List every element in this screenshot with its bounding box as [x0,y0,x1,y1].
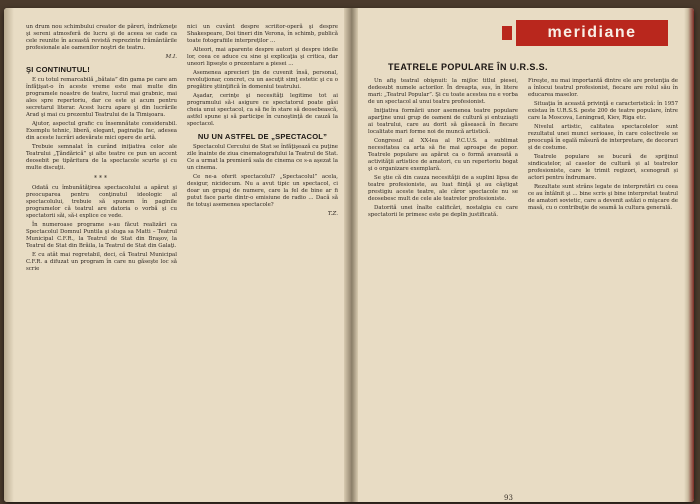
article-heading-spectacol: NU UN ASTFEL DE „SPECTACOL” [197,132,328,141]
paragraph: E cu atât mai regretabil, deci, că Teatrul Municipal C.F.R. a difuzat un program în care nu găseşte loc să scrie [26,252,177,272]
left-page-column-2 [187,24,338,275]
article-signature: T.Z. [327,211,338,217]
section-rubric-banner: meridiane [516,20,668,46]
paragraph: E cu totul remarcabilă „bătaia” din gama pe care am înfăţişat-o în aceste vreme este mai multe din programele noastre de teatre, lucrul mai grabnic, mai ales spre repertoriu, dar ce este şi acum pentru secretarul literar. Acest lucru apare şi din lucrările Arad şi mai cu prezentul Teatrului de la Timişoara. [26,77,177,118]
paragraph: Ce ne-a oferit spectacolul? „Spectacolul” acela, desigur, nicidecum. Nu a avut tipic un spectacol, ci doar un grupaj de numere, care la fel de bine ar fi putut face parte dintr-o emisiune de radio ... Dacă să fie totuşi asemenea spectacole? [187,174,338,208]
article-title: TEATRELE POPULARE ÎN U.R.S.S. [388,62,548,72]
paragraph: Odată cu îmbunătăţirea spectacolului a apărut şi preocuparea pentru conţinutul ideologic al spectacolului, trebuie să spunem în paginile programelor că teatrul are datoria o vorbă şi cu spectatorii săi, să-i explice ce vede. [26,185,177,219]
section-separator: *** [94,175,109,182]
paragraph: În numeroase programe s-au făcut realizări ca Spectacolul Domnul Puntila şi sluga sa Matti – Teatrul Municipal C.F.R., la Teatrul de Stat din Braşov, la Teatrul de Stat din Brăila, la Teatrul de Stat din Galaţi. [26,222,177,249]
paragraph: Spectacolul Cercului de Stat se înfăţişează cu puţine zile înainte de ziua cinematografului la Teatrul de Stat. Ce a urmat la premieră sala de cinema ce s-a aşezat la un cinema. [187,144,338,171]
left-page [26,24,338,275]
paragraph: Un afiş teatral obişnuit: la mijloc titlul piesei, dedesubt numele actorilor. În dreapta, sus, în litere mari: „Teatrul Popular”. Şi cu toate acestea nu e vorba de un spectacol al unui teatru profesionist. [368,78,518,105]
paragraph: Ajutor, aspectul grafic cu însemnătate considerabil. Exemplu tehnic, liberă, elegant, paginaţia fac, adesea din aceste lucrări adevărate mici opere de artă. [26,121,177,141]
book-spread [4,8,694,502]
paragraph: Trebuie semnalat în curând iniţiativa celor ale Teatrului „Ţăndărică” şi alte teatre ce pun un accent deosebit pe tipăritura de la spectacole scurte şi cu multe discuţii. [26,144,177,171]
left-page-column-1 [26,24,177,275]
paragraph: Datorită unei înalte calificări, nostalgia cu care spectatorii le primesc este pe deplin justificată. [368,205,518,218]
right-page [368,24,678,221]
paragraph: Rezultate sunt strâns legate de interpretări cu ceea ce au întâlnit şi ... bine scris şi bine interpretat teatrul de amatori sovietic, care a devenit astăzi o mişcare de masă, cu o contribuţie de seamă la cultura generală. [528,184,678,211]
book-spine [344,8,358,502]
right-page-column-1 [368,78,518,221]
paragraph: Teatrele populare se bucură de sprijinul sindicatelor, al caselor de cultură și al teatrelor profesioniste, care le trimit regizori, scenografi și actori pentru îndrumare. [528,154,678,181]
intro-paragraph: un drum nou schimbului creator de păreri, îndrăzneţe şi sereni atmosferă de lucru şi de aceea se cade ca cele reunite în această revistă reprezinte frământările profesionale ale oamenilor noştri de teatru. [26,24,177,51]
paragraph: Se ştie că din cauza necesităţii de a suplini lipsa de teatre profesioniste, au luat fiinţă şi au câştigat prestigiu aceste teatre, ale căror spectacole nu se deosebesc mult de cele ale teatrelor profesioniste. [368,175,518,202]
paragraph: Nivelul artistic, calitatea spectacolelor sunt rezultatul unei munci serioase, în care colectivele se preocupă în egală măsură de interpretare, de decoruri și de costume. [528,124,678,151]
paragraph: Fireşte, nu mai importantă dintre ele are pretenţia de a înlocui teatrul profesionist, fiecare are rolul său în educarea maselor. [528,78,678,98]
left-page-edge [4,8,14,502]
right-page-edge [684,8,694,502]
paragraph: Alteori, mai aparente despre autori şi despre ideile lor, ceea ce aduce cu sine şi explicaţia şi critica, dar uneori lipseşte o prezentare a piesei ... [187,47,338,67]
paragraph: nici un cuvânt despre scriitor-operă şi despre Shakespeare, Doi tineri din Verona, în schimb, publică toate fotografiile interpreţilor ... [187,24,338,44]
article-heading-continut: ŞI CONTINUTUL! [26,65,90,74]
right-page-column-2 [528,78,678,221]
intro-signature: M.I. [165,54,177,60]
page-number: 93 [504,494,513,502]
paragraph: Congresul al XX-lea al P.C.U.S. a sublimat necesitatea ca arta să fie mai aproape de popor. Teatrele populare au apărut ca o formă avansată a activităţii artistice de amatori, cu un repertoriu bogat şi o organizare exemplară. [368,138,518,172]
paragraph: Iniţiativa formării unor asemenea teatre populare aparţine unui grup de oameni de cultură și entuziaşti ai teatrului, care au dorit să găsească în fiecare localitate mari forme noi de muncă artistică. [368,108,518,135]
paragraph: Situaţia în această privinţă e caracteristică: în 1957 existau în U.R.S.S. peste 200 de teatre populare, între care la Moscova, Leningrad, Kiev, Riga etc. [528,101,678,121]
paragraph: Aşadar, cerinţe şi necesităţi legitime tot ai programului să-i asigure ce spectatorul poate găsi cheia unui spectacol, ca să fie în stare să deosebească, astfel spune şi să participe în cunoştinţă de cauză la spectacol. [187,93,338,127]
paragraph: Asemenea aprecieri ţin de cuvenit însă, personal, revoluţionar, concret, cu un ascuţit simţ estetic şi cu o pregătire ştiinţifică în domeniul teatrului. [187,70,338,90]
